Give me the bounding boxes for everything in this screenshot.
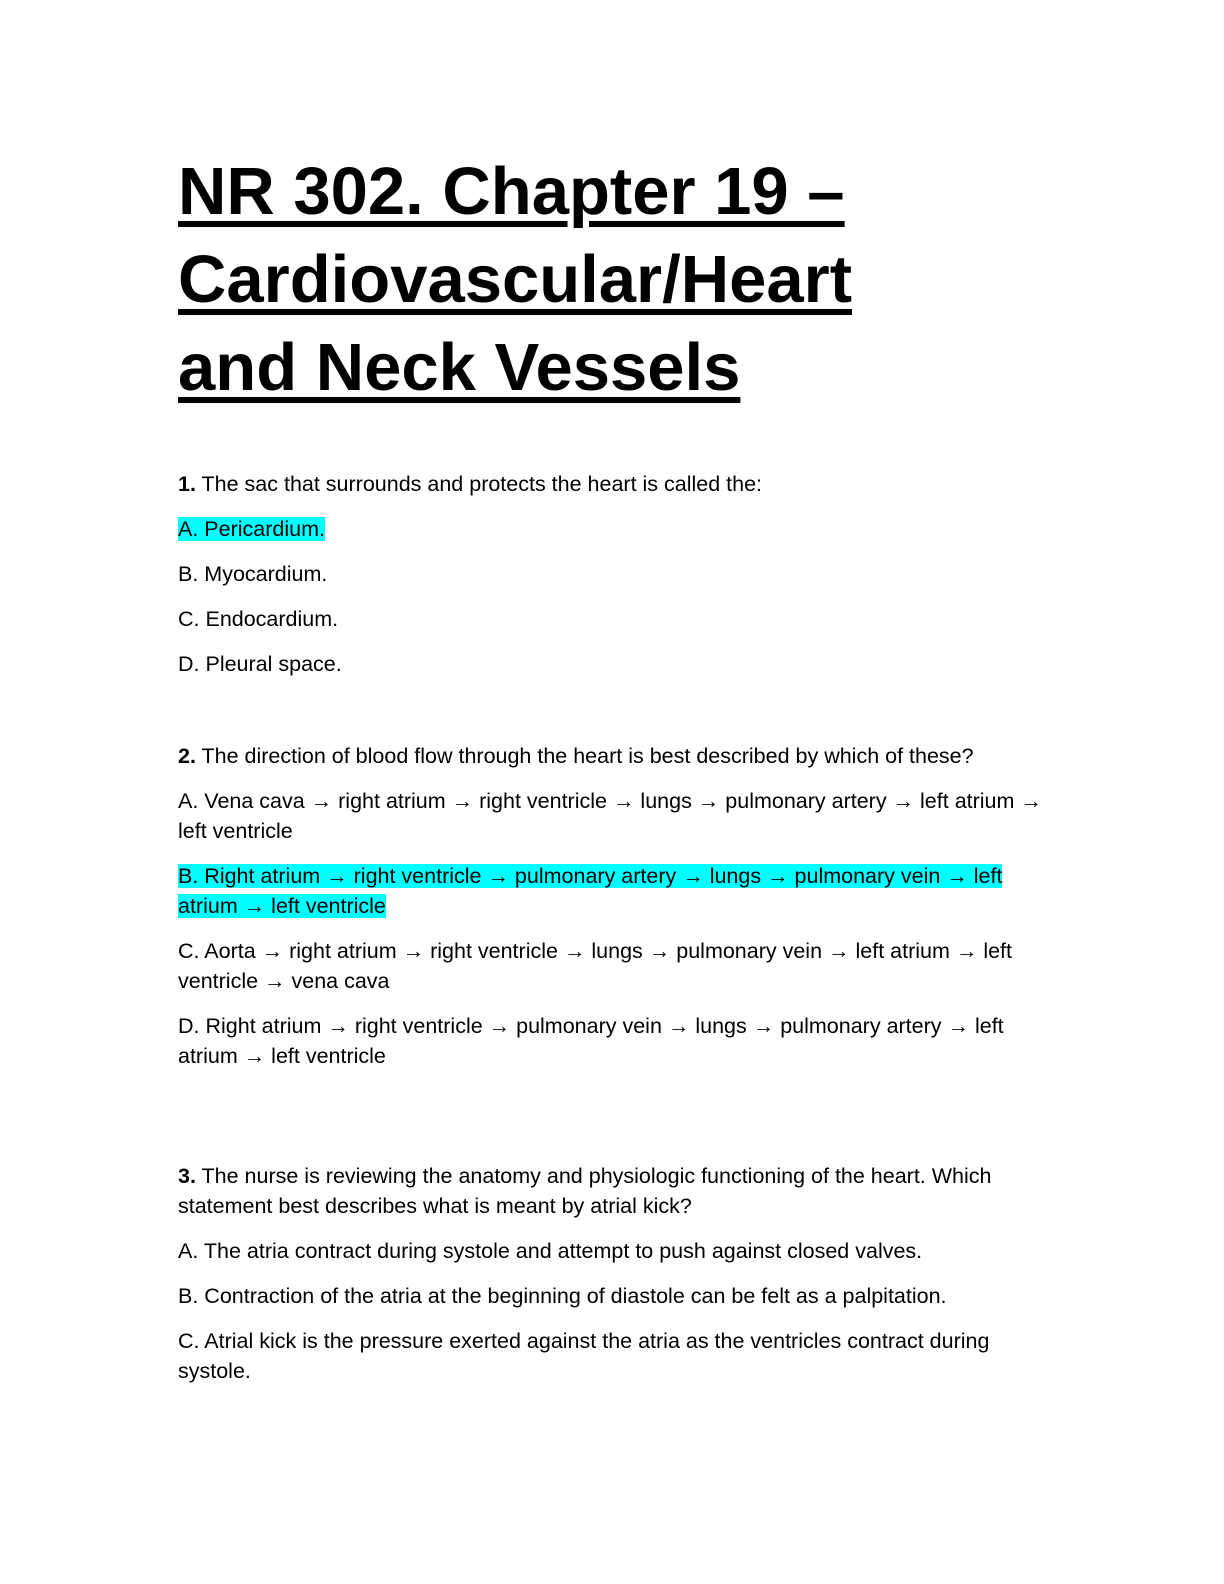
document-title xyxy=(178,148,852,412)
question-1 xyxy=(178,469,1048,679)
question-2-text: 2. The direction of blood flow through the heart is best described by which of these? xyxy=(178,744,974,768)
question-1-option-c: C. Endocardium. xyxy=(178,607,339,631)
title-line-1: NR 302. Chapter 19 – xyxy=(178,154,845,229)
title-line-3: and Neck Vessels xyxy=(178,330,741,405)
question-2-option-b: B. Right atrium → right ventricle → pulmonary artery → lungs → pulmonary vein → left atrium → left ventricle xyxy=(178,864,1003,918)
question-2-option-d: D. Right atrium → right ventricle → pulmonary vein → lungs → pulmonary artery → left atrium → left ventricle xyxy=(178,1014,1004,1068)
question-3-number: 3. xyxy=(178,1164,196,1188)
question-1-text: 1. The sac that surrounds and protects the heart is called the: xyxy=(178,472,763,496)
question-3-option-a: A. The atria contract during systole and attempt to push against closed valves. xyxy=(178,1239,923,1263)
question-2-number: 2. xyxy=(178,744,196,768)
question-2-option-c: C. Aorta → right atrium → right ventricle → lungs → pulmonary vein → left atrium → left ventricle → vena cava xyxy=(178,939,1013,993)
question-2-option-a: A. Vena cava → right atrium → right ventricle → lungs → pulmonary artery → left atrium → left ventricle xyxy=(178,789,1042,843)
question-3 xyxy=(178,1161,1048,1386)
title-line-2: Cardiovascular/Heart xyxy=(178,242,853,317)
question-1-number: 1. xyxy=(178,472,196,496)
question-1-option-a: A. Pericardium. xyxy=(178,517,325,541)
question-2 xyxy=(178,741,1048,1071)
question-1-option-b: B. Myocardium. xyxy=(178,562,328,586)
question-3-option-c: C. Atrial kick is the pressure exerted against the atria as the ventricles contract during systole. xyxy=(178,1329,990,1383)
question-3-text: 3. The nurse is reviewing the anatomy and physiologic functioning of the heart. Which statement best describes what is meant by atrial kick? xyxy=(178,1164,992,1218)
question-3-option-b: B. Contraction of the atria at the beginning of diastole can be felt as a palpitation. xyxy=(178,1284,947,1308)
question-1-option-d: D. Pleural space. xyxy=(178,652,342,676)
